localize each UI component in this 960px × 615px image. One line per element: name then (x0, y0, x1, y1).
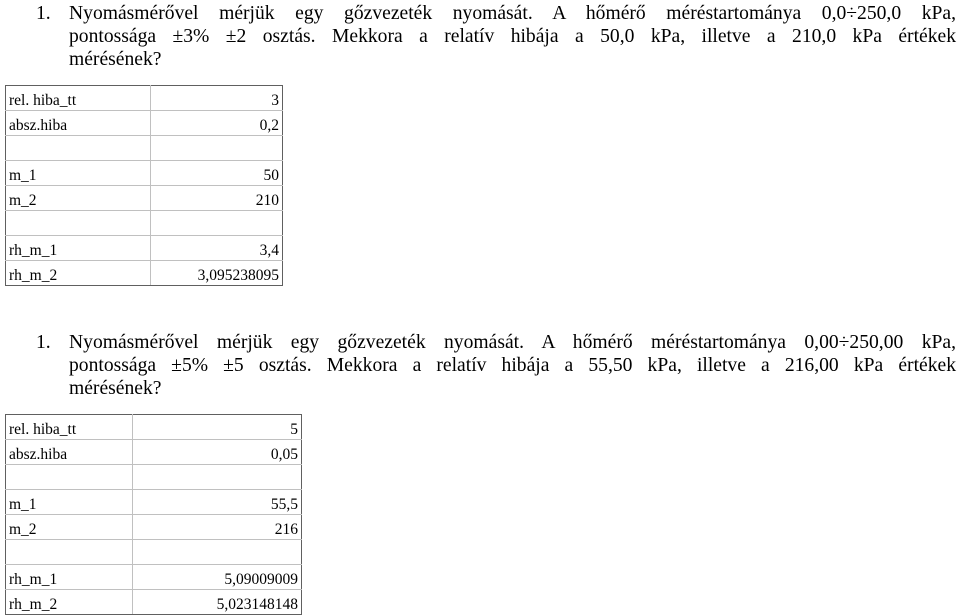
cell-label[interactable]: rh_m_1 (6, 236, 151, 261)
cell-value[interactable]: 5,023148148 (133, 590, 302, 615)
problem-1-number: 1. (36, 3, 51, 24)
table-row (6, 590, 302, 615)
table-row (6, 261, 283, 286)
cell-value[interactable]: 3,4 (151, 236, 283, 261)
problem-2-line: mérésének? (69, 378, 162, 399)
cell-label[interactable]: rel. hiba_tt (6, 415, 133, 440)
cell-value[interactable]: 210 (151, 186, 283, 211)
cell-value[interactable]: 50 (151, 161, 283, 186)
cell-value[interactable] (151, 211, 283, 236)
cell-label[interactable] (6, 136, 151, 161)
cell-label[interactable]: m_2 (6, 515, 133, 540)
table-row (6, 440, 302, 465)
cell-value[interactable]: 5 (133, 415, 302, 440)
cell-value[interactable]: 55,5 (133, 490, 302, 515)
table-row (6, 415, 302, 440)
table-row (6, 565, 302, 590)
cell-label[interactable]: m_1 (6, 161, 151, 186)
cell-label[interactable]: rel. hiba_tt (6, 86, 151, 111)
table-row (6, 161, 283, 186)
problem-2-line: pontossága ±5% ±5 osztás. Mekkora a relatív hibája a 55,50 kPa, illetve a 216,00 kPa értékek (69, 355, 956, 376)
problem-2-number: 1. (36, 332, 51, 353)
cell-label[interactable]: m_1 (6, 490, 133, 515)
problem-2-text (69, 331, 956, 400)
cell-label[interactable] (6, 540, 133, 565)
problem-1-line: mérésének? (69, 49, 162, 70)
cell-label[interactable]: rh_m_1 (6, 565, 133, 590)
problem-1-line: pontossága ±3% ±2 osztás. Mekkora a relatív hibája a 50,0 kPa, illetve a 210,0 kPa értékek (69, 26, 956, 47)
cell-label[interactable] (6, 211, 151, 236)
problem-1-text (69, 2, 956, 71)
table-row (6, 111, 283, 136)
cell-label[interactable]: absz.hiba (6, 440, 133, 465)
cell-label[interactable] (6, 465, 133, 490)
cell-value[interactable] (151, 136, 283, 161)
cell-value[interactable] (133, 465, 302, 490)
cell-value[interactable]: 3,095238095 (151, 261, 283, 286)
cell-value[interactable]: 3 (151, 86, 283, 111)
calculation-table-2 (5, 414, 302, 615)
cell-value[interactable]: 216 (133, 515, 302, 540)
table-row (6, 136, 283, 161)
problem-2-line: Nyomásmérővel mérjük egy gőzvezeték nyomását. A hőmérő méréstartománya 0,00÷250,00 kPa, (69, 332, 956, 353)
cell-value[interactable]: 5,09009009 (133, 565, 302, 590)
cell-label[interactable]: absz.hiba (6, 111, 151, 136)
table-row (6, 86, 283, 111)
table-row (6, 211, 283, 236)
table-row (6, 186, 283, 211)
cell-label[interactable]: rh_m_2 (6, 590, 133, 615)
table-row (6, 540, 302, 565)
cell-value[interactable] (133, 540, 302, 565)
table-row (6, 465, 302, 490)
cell-value[interactable]: 0,2 (151, 111, 283, 136)
table-row (6, 236, 283, 261)
cell-label[interactable]: m_2 (6, 186, 151, 211)
table-row (6, 515, 302, 540)
calculation-table-1 (5, 85, 283, 286)
table-row (6, 490, 302, 515)
cell-value[interactable]: 0,05 (133, 440, 302, 465)
problem-1-line: Nyomásmérővel mérjük egy gőzvezeték nyomását. A hőmérő méréstartománya 0,0÷250,0 kPa, (69, 3, 956, 24)
cell-label[interactable]: rh_m_2 (6, 261, 151, 286)
